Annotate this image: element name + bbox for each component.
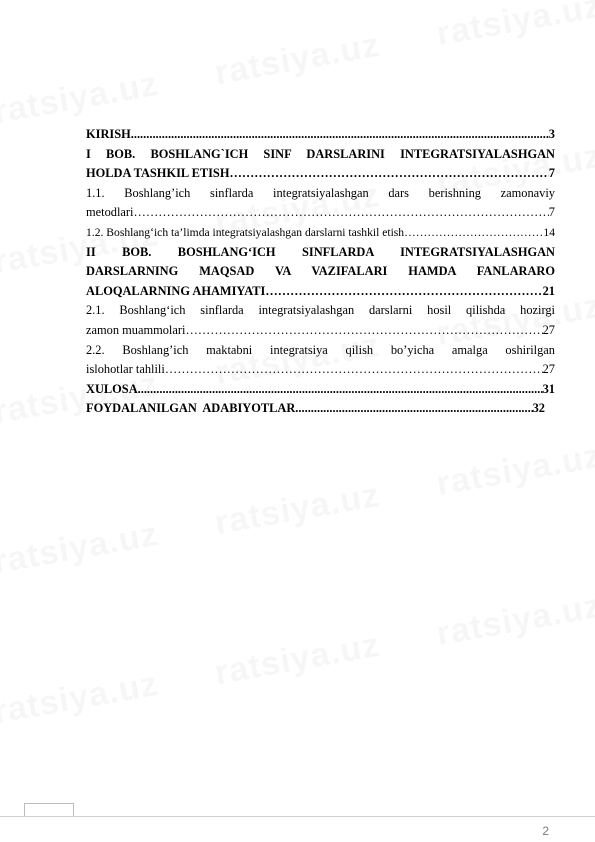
- toc-leader-dots: [138, 380, 543, 400]
- toc-entry-title: 1.1. Boshlang’ich sinflarda integratsiyalashgan dars berishning zamonaviy: [86, 185, 555, 200]
- toc-entry-chapter-1[interactable]: [86, 145, 555, 184]
- watermark-text: [0, 515, 161, 582]
- toc-page-number: 27: [542, 322, 555, 337]
- toc-entry-title: FOYDALANILGAN ADABIYOTLAR: [86, 401, 296, 416]
- toc-entry-title: ALOQALARNING AHAMIYATI: [86, 283, 266, 298]
- watermark-text: [434, 587, 595, 654]
- toc-entry-section-1-2[interactable]: [86, 223, 555, 243]
- toc-page-number: 7: [548, 205, 555, 220]
- toc-entry-section-2-1[interactable]: [86, 301, 555, 340]
- watermark-text: [434, 0, 595, 54]
- watermark-text: [0, 665, 161, 732]
- toc-page-number: 32: [532, 401, 545, 416]
- toc-entry-title: KIRISH: [86, 127, 131, 141]
- toc-entry-title: islohotlar tahlili: [86, 362, 165, 377]
- toc-leader-dots: [131, 125, 549, 145]
- toc-leader-dots: [404, 223, 543, 243]
- watermark-text: [212, 476, 383, 543]
- toc-page-number: 3: [548, 127, 555, 141]
- watermark-text: [212, 626, 383, 693]
- footer-divider: [0, 816, 595, 817]
- toc-leader-dots: [185, 321, 542, 341]
- toc-leader-dots: [133, 203, 548, 223]
- toc-entry-title: 1.2. Boshlang‘ich ta’limda integratsiyalashgan darslarni tashkil etish: [86, 225, 405, 239]
- toc-entry-title: HOLDA TASHKIL ETISH: [86, 166, 230, 181]
- toc-entry-title: II BOB. BOSHLANG‘ICH SINFLARDA INTEGRATSIYALASHGAN: [86, 244, 555, 259]
- toc-leader-dots: [165, 360, 543, 380]
- toc-entry-title: metodlari: [86, 205, 134, 220]
- page-number: 2: [542, 824, 549, 838]
- toc-page-number: 14: [543, 225, 555, 239]
- toc-entry-title: zamon muammolari: [86, 322, 186, 337]
- toc-entry-xulosa[interactable]: [86, 380, 555, 400]
- footer-tab: [24, 803, 74, 817]
- toc-entry-title: 2.1. Boshlang‘ich sinflarda integratsiyalashgan darslarni hosil qilishda hozirgi: [86, 303, 555, 318]
- toc-entry-section-1-1[interactable]: [86, 184, 555, 223]
- toc-page-number: 7: [548, 166, 555, 181]
- table-of-contents: [86, 125, 555, 419]
- toc-entry-title: DARSLARNING MAQSAD VA VAZIFALARI HAMDA FANLARARO: [86, 264, 555, 279]
- watermark-text: [0, 65, 161, 132]
- toc-entry-section-2-2[interactable]: [86, 341, 555, 380]
- toc-entry-title: 2.2. Boshlang’ich maktabni integratsiya qilish bo’yicha amalga oshirilgan: [86, 342, 555, 357]
- toc-entry-references[interactable]: [86, 399, 555, 419]
- toc-page-number: 31: [542, 381, 555, 396]
- toc-entry-title: I BOB. BOSHLANG`ICH SINF DARSLARINI INTEGRATSIYALASHGAN: [86, 146, 555, 161]
- toc-page-number: 21: [542, 283, 555, 298]
- toc-page-number: 27: [542, 362, 555, 377]
- watermark-text: [434, 437, 595, 504]
- toc-entry-chapter-2[interactable]: [86, 243, 555, 302]
- toc-leader-dots: [295, 399, 532, 419]
- toc-leader-dots: [229, 164, 548, 184]
- watermark-text: [212, 26, 383, 93]
- toc-entry-title: XULOSA: [86, 381, 138, 396]
- toc-leader-dots: [265, 282, 542, 302]
- toc-entry-kirish[interactable]: [86, 125, 555, 145]
